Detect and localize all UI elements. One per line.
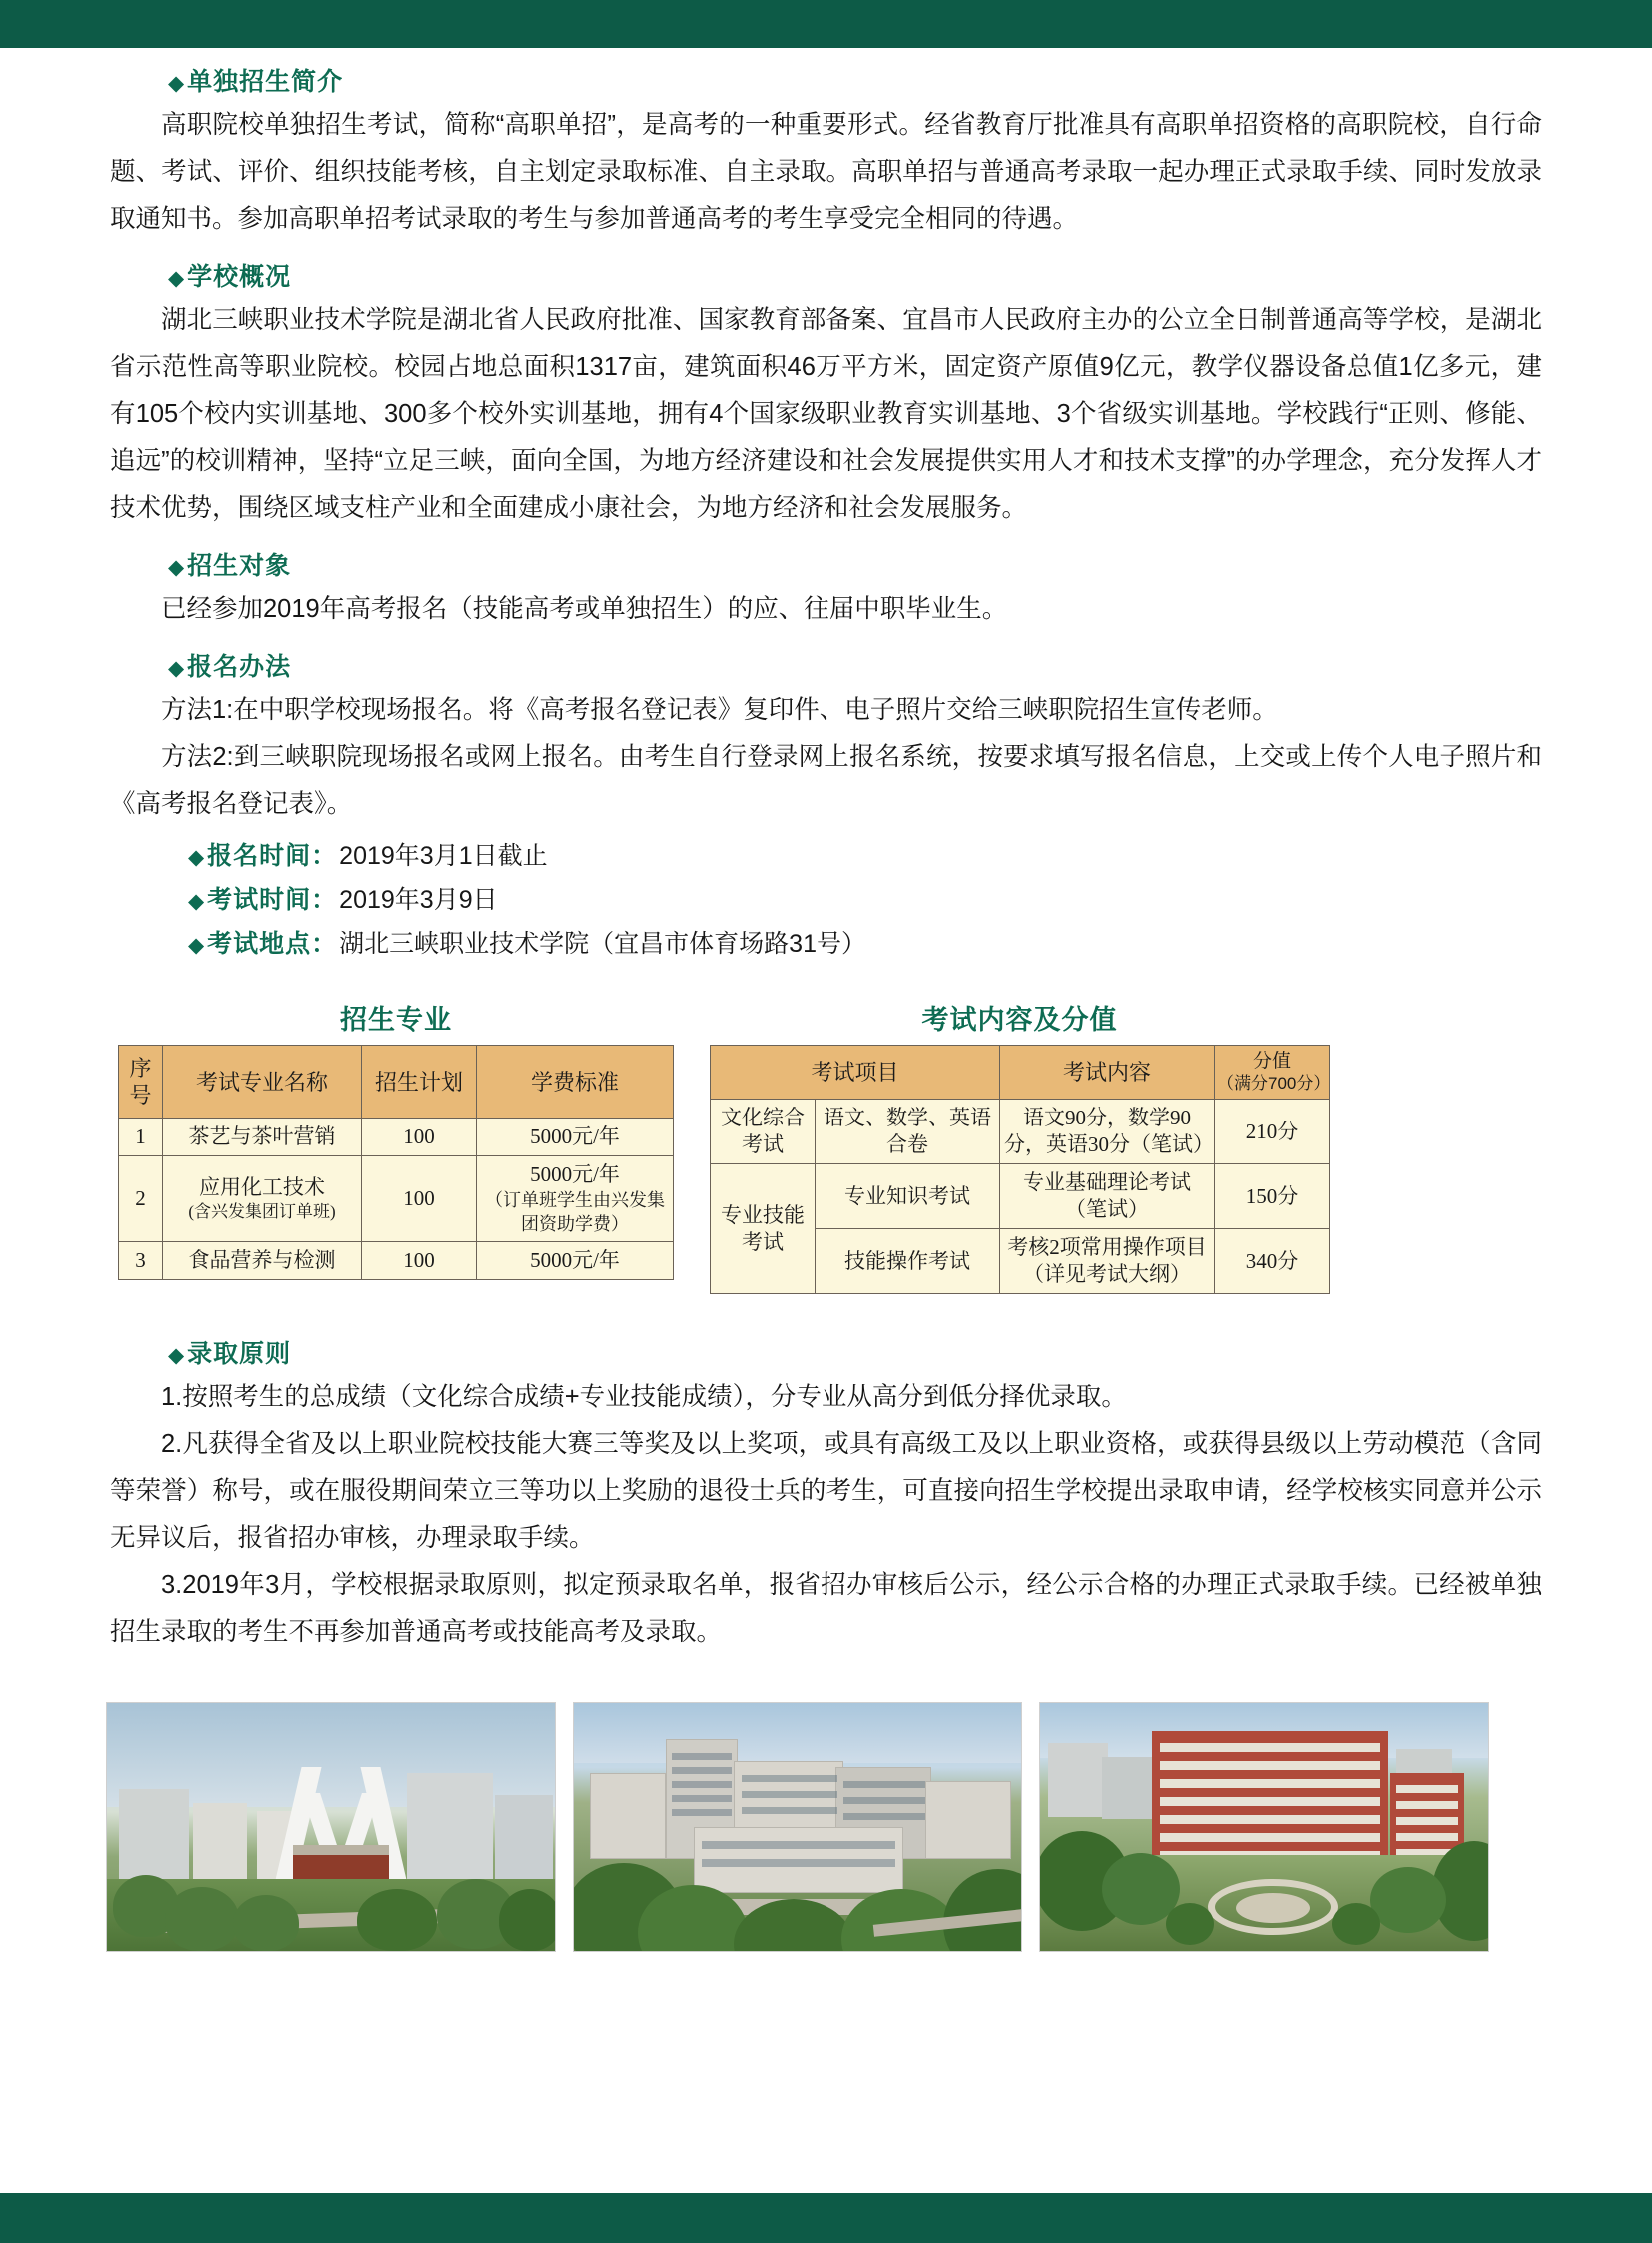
heading-text: 学校概况 [187,263,292,291]
score-header-note: （满分700分） [1217,1074,1331,1093]
diamond-bullet-icon: ◆ [188,846,206,869]
col-header-plan: 招生计划 [362,1046,477,1119]
diamond-bullet-icon: ◆ [188,890,206,913]
table-header-row [711,1046,1330,1100]
cell-exam-group: 专业技能考试 [711,1164,816,1294]
tree [1332,1903,1380,1945]
cell-no: 2 [119,1156,163,1242]
paragraph-intro: 高职院校单独招生考试，简称“高职单招”，是高考的一种重要形式。经省教育厅批准具有高职单招资格的高职院校，自行命题、考试、评价、组织技能考核，自主划定录取标准、自主录取。高职单招与普通高考录取一起办理正式录取手续、同时发放录取通知书。参加高职单招考试录取的考生与参加普通高考的考生享受完全相同的待遇。 [110,111,1542,233]
col-header-exam-content: 考试内容 [1000,1046,1215,1100]
cell-no: 1 [119,1119,163,1156]
paragraph-apply-method1: 方法1:在中职学校现场报名。将《高考报名登记表》复印件、电子照片交给三峡职院招生宣传老师。 [161,696,1278,724]
majors-table-wrap [118,998,674,1280]
table-row [119,1242,674,1280]
fact-label: 报名时间： [207,842,338,870]
campus-photo-dormitory [1039,1702,1489,1952]
paragraph-admission-rule-3: 3.2019年3月，学校根据录取原则，拟定预录取名单，报省招办审核后公示，经公示合格的办理正式录取手续。已经被单独招生录取的考生不再参加普通高考或技能高考及录取。 [110,1571,1542,1646]
diamond-bullet-icon: ◆ [188,934,206,957]
fact-value: 2019年3月9日 [339,886,498,914]
building [1102,1757,1154,1819]
cell-fee [477,1156,674,1242]
table-row [119,1119,674,1156]
diamond-bullet-icon: ◆ [168,657,186,680]
cell-exam-content: 语文90分，数学90分，英语30分（笔试） [1000,1100,1215,1164]
table-row [711,1164,1330,1229]
diamond-bullet-icon: ◆ [168,1344,186,1367]
diamond-bullet-icon: ◆ [168,267,186,290]
plaza-circle-inner [1236,1893,1310,1923]
majors-table [118,1045,674,1280]
diamond-bullet-icon: ◆ [168,556,186,579]
cell-exam-group: 文化综合考试 [711,1100,816,1164]
tree [233,1895,299,1951]
heading-text: 单独招生简介 [187,68,344,96]
sky [574,1703,1021,1763]
cell-exam-content: 考核2项常用操作项目（详见考试大纲） [1000,1229,1215,1294]
cell-plan: 100 [362,1242,477,1280]
fact-value: 湖北三峡职业技术学院（宜昌市体育场路31号） [339,930,866,958]
page-content [0,48,1652,2193]
paragraph-admission-rule-2: 2.凡获得全省及以上职业院校技能大赛三等奖及以上奖项，或具有高级工及以上职业资格，或获得县级以上劳动模范（含同等荣誉）称号，或在服役期间荣立三等功以上奖励的退役士兵的考生，可直接向招生学校提出录取申请，经学校核实同意并公示无异议后，报省招办审核，办理录取手续。 [110,1430,1542,1552]
fact-value: 2019年3月1日截止 [339,842,548,870]
building [119,1789,189,1887]
tables-area [0,998,1652,1294]
cell-no: 3 [119,1242,163,1280]
cell-exam-item: 技能操作考试 [816,1229,1000,1294]
table-row [711,1100,1330,1164]
cell-plan: 100 [362,1119,477,1156]
building [925,1781,1011,1859]
diamond-bullet-icon: ◆ [168,72,186,95]
fact-row-signup-time [0,836,1652,872]
cell-exam-item: 语文、数学、英语合卷 [816,1100,1000,1164]
section-heading-school [0,257,1652,293]
tree-cluster [1370,1867,1446,1933]
table-header-row [119,1046,674,1119]
col-header-score [1215,1046,1330,1100]
section-heading-admission [0,1334,1652,1370]
campus-photo-teaching-buildings [573,1702,1022,1952]
cell-major-name: 茶艺与茶叶营销 [163,1119,362,1156]
heading-text: 招生对象 [187,552,292,580]
fact-label: 考试时间： [207,886,338,914]
bottom-green-bar [0,2193,1652,2243]
building [407,1773,493,1885]
col-header-major-name: 考试专业名称 [163,1046,362,1119]
paragraph-school: 湖北三峡职业技术学院是湖北省人民政府批准、国家教育部备案、宜昌市人民政府主办的公立全日制普通高等学校，是湖北省示范性高等职业院校。校园占地总面积1317亩，建筑面积46万平方米，固定资产原值9亿元，教学仪器设备总值1亿多元，建有105个校内实训基地、300多个校外实训基地，拥有4个国家级职业教育实训基地、3个省级实训基地。学校践行“正则、修能、追远”的校训精神，坚持“立足三峡，面向全国，为地方经济建设和社会发展提供实用人才和技术支撑”的办学理念，充分发挥人才技术优势，围绕区域支柱产业和全面建成小康社会，为地方经济和社会发展服务。 [110,306,1542,522]
fact-label: 考试地点： [207,930,338,958]
tree [499,1889,556,1951]
fee-main: 5000元/年 [530,1162,620,1186]
major-name-note: (含兴发集团订单班) [188,1202,336,1221]
cell-exam-score: 340分 [1215,1229,1330,1294]
building [590,1773,666,1859]
majors-table-title: 招生专业 [340,1005,452,1035]
heading-text: 报名办法 [187,653,292,681]
cell-exam-score: 210分 [1215,1100,1330,1164]
score-header-main: 分值 [1252,1051,1291,1072]
building [193,1803,247,1887]
table-row [119,1156,674,1242]
building [495,1795,553,1887]
cell-fee: 5000元/年 [477,1242,674,1280]
exam-table [710,1045,1330,1294]
tree [1166,1903,1214,1945]
col-header-exam-item: 考试项目 [711,1046,1000,1100]
cell-plan: 100 [362,1156,477,1242]
paragraph-target: 已经参加2019年高考报名（技能高考或单独招生）的应、往届中职毕业生。 [161,595,1008,623]
campus-photo-strip [0,1702,1652,1952]
col-header-fee: 学费标准 [477,1046,674,1119]
building [1048,1743,1108,1817]
cell-exam-score: 150分 [1215,1164,1330,1229]
exam-table-title: 考试内容及分值 [921,1005,1118,1035]
paragraph-apply-method2: 方法2:到三峡职院现场报名或网上报名。由考生自行登录网上报名系统，按要求填写报名信息，上交或上传个人电子照片和《高考报名登记表》。 [110,743,1542,818]
cell-exam-item: 专业知识考试 [816,1164,1000,1229]
top-green-bar [0,0,1652,48]
cell-major-name: 食品营养与检测 [163,1242,362,1280]
fact-row-exam-time [0,880,1652,916]
tree [165,1887,239,1951]
cell-exam-content: 专业基础理论考试（笔试） [1000,1164,1215,1229]
cell-fee: 5000元/年 [477,1119,674,1156]
col-header-no: 序号 [119,1046,163,1119]
campus-photo-gate [106,1702,556,1952]
fee-note: （订单班学生由兴发集团资助学费） [485,1190,665,1234]
major-name-main: 应用化工技术 [199,1175,325,1199]
tree [357,1889,437,1951]
section-heading-apply [0,647,1652,683]
heading-text: 录取原则 [187,1340,292,1368]
cell-major-name [163,1156,362,1242]
section-heading-intro [0,62,1652,98]
exam-table-wrap [710,998,1330,1294]
section-heading-target [0,546,1652,582]
paragraph-admission-rule-1: 1.按照考生的总成绩（文化综合成绩+专业技能成绩），分专业从高分到低分择优录取。 [161,1383,1127,1411]
fact-row-exam-location [0,924,1652,960]
